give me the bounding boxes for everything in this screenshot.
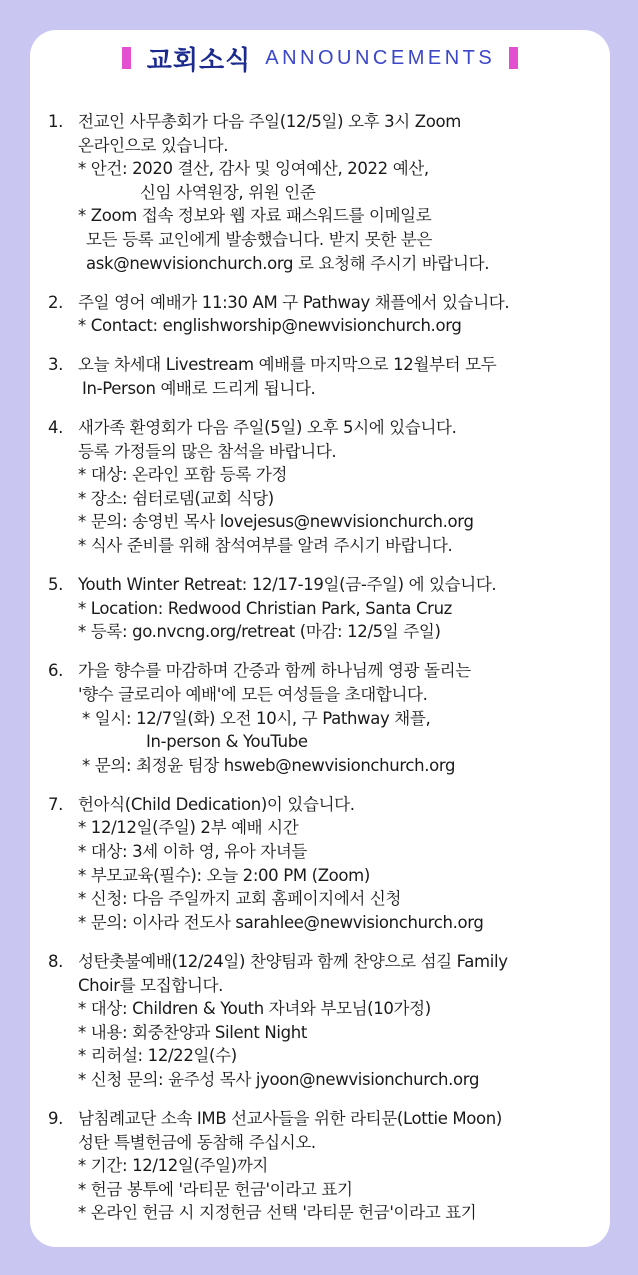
item-body: [78, 1107, 608, 1225]
announcement-item-4: [48, 416, 608, 558]
item-line: * 12/12일(주일) 2부 예배 시간: [78, 818, 299, 838]
item-line: Choir를 모집합니다.: [78, 975, 224, 995]
item-line: In-person & YouTube: [146, 732, 308, 752]
item-line: * Zoom 접속 정보와 웹 자료 패스워드를 이메일로: [78, 206, 432, 226]
item-line: * 대상: Children & Youth 자녀와 부모님(10가정): [78, 999, 431, 1019]
announcement-item-9: [48, 1107, 608, 1225]
announcement-list: [48, 110, 608, 1240]
item-line: 등록 가정들의 많은 참석을 바랍니다.: [78, 441, 337, 461]
announcement-item-8: [48, 950, 608, 1092]
announcement-card: [30, 30, 610, 1247]
item-line: * 식사 준비를 위해 참석여부를 알려 주시기 바랍니다.: [78, 536, 453, 555]
item-line: 새가족 환영회가 다음 주일(5일) 오후 5시에 있습니다.: [78, 418, 457, 438]
announcement-item-6: [48, 659, 608, 777]
item-line: * 내용: 회중찬양과 Silent Night: [78, 1022, 308, 1042]
item-line: * 신청 문의: 윤주성 목사 jyoon@newvisionchurch.org: [78, 1069, 480, 1089]
item-line: * 리허설: 12/22일(수): [78, 1046, 237, 1066]
item-line: 성탄 특별헌금에 동참해 주십시오.: [78, 1132, 316, 1152]
item-body: [78, 291, 608, 338]
announcement-item-5: [48, 573, 608, 644]
item-body: [78, 416, 608, 558]
item-line: In-Person 예배로 드리게 됩니다.: [82, 378, 316, 398]
item-line: Youth Winter Retreat: 12/17-19일(금-주일) 에 있습니다.: [78, 575, 497, 595]
item-number: 9.: [48, 1108, 64, 1128]
item-line: 헌아식(Child Dedication)이 있습니다.: [78, 794, 355, 814]
item-line: 전교인 사무총회가 다음 주일(12/5일) 오후 3시 Zoom: [78, 112, 461, 131]
item-line: * 부모교육(필수): 오늘 2:00 PM (Zoom): [78, 865, 370, 885]
announcement-item-2: [48, 291, 608, 338]
announcement-item-1: [48, 110, 608, 275]
item-line: 주일 영어 예배가 11:30 AM 구 Pathway 채플에서 있습니다.: [78, 292, 510, 312]
item-number: 4.: [48, 418, 64, 438]
item-line: * 문의: 송영빈 목사 lovejesus@newvisionchurch.org: [78, 512, 474, 532]
item-line: * 문의: 최정윤 팀장 hsweb@newvisionchurch.org: [82, 755, 456, 775]
item-line: * Location: Redwood Christian Park, Santa Cruz: [78, 598, 452, 618]
item-number: 7.: [48, 794, 64, 814]
item-line: * 신청: 다음 주일까지 교회 홈페이지에서 신청: [78, 889, 402, 909]
title-korean: 교회소식: [146, 45, 252, 76]
item-body: [78, 950, 608, 1092]
left-marker-icon: [122, 47, 131, 69]
item-number: 8.: [48, 951, 64, 971]
right-marker-icon: [509, 47, 518, 69]
item-line: ask@newvisionchurch.org 로 요청해 주시기 바랍니다.: [86, 253, 490, 273]
item-line: 모든 등록 교인에게 발송했습니다. 받지 못한 분은: [86, 229, 433, 249]
title-english: ANNOUNCEMENTS: [265, 46, 496, 69]
announcement-item-3: [48, 353, 608, 400]
item-line: * 문의: 이사라 전도사 sarahlee@newvisionchurch.org: [78, 912, 484, 932]
item-line: * 안건: 2020 결산, 감사 및 잉여예산, 2022 예산,: [78, 159, 429, 179]
item-line: * Contact: englishworship@newvisionchurch.org: [78, 316, 462, 336]
item-line: * 등록: go.nvcng.org/retreat (마감: 12/5일 주일): [78, 622, 441, 642]
item-body: [78, 793, 608, 935]
item-line: 남침례교단 소속 IMB 선교사들을 위한 라티문(Lottie Moon): [78, 1108, 502, 1128]
item-body: [78, 110, 608, 275]
announcement-item-7: [48, 793, 608, 935]
item-line: * 온라인 헌금 시 지정헌금 선택 '라티문 헌금'이라고 표기: [78, 1203, 477, 1223]
item-number: 5.: [48, 575, 64, 595]
item-line: * 장소: 쉼터로뎀(교회 식당): [78, 488, 274, 508]
item-line: * 대상: 3세 이하 영, 유아 자녀들: [78, 842, 308, 862]
item-line: * 헌금 봉투에 '라티문 헌금'이라고 표기: [78, 1179, 353, 1199]
item-line: 성탄촛불예배(12/24일) 찬양팀과 함께 찬양으로 섬길 Family: [78, 951, 508, 971]
item-number: 6.: [48, 661, 64, 681]
item-number: 3.: [48, 355, 64, 375]
item-line: * 기간: 12/12일(주일)까지: [78, 1156, 268, 1176]
item-line: 신임 사역원장, 위원 인준: [140, 182, 316, 202]
item-line: '향수 글로리아 예배'에 모든 여성들을 초대합니다.: [78, 684, 428, 704]
announcement-header: [30, 40, 610, 76]
item-body: [78, 353, 608, 400]
item-body: [78, 573, 608, 644]
item-body: [78, 659, 608, 777]
item-line: * 일시: 12/7일(화) 오전 10시, 구 Pathway 채플,: [82, 708, 431, 728]
item-number: 1.: [48, 112, 64, 131]
item-line: 오늘 차세대 Livestream 예배를 마지막으로 12월부터 모두: [78, 355, 497, 375]
item-number: 2.: [48, 292, 64, 312]
item-line: * 대상: 온라인 포함 등록 가정: [78, 465, 288, 485]
item-line: 가을 향수를 마감하며 간증과 함께 하나님께 영광 돌리는: [78, 661, 471, 681]
item-line: 온라인으로 있습니다.: [78, 135, 229, 155]
